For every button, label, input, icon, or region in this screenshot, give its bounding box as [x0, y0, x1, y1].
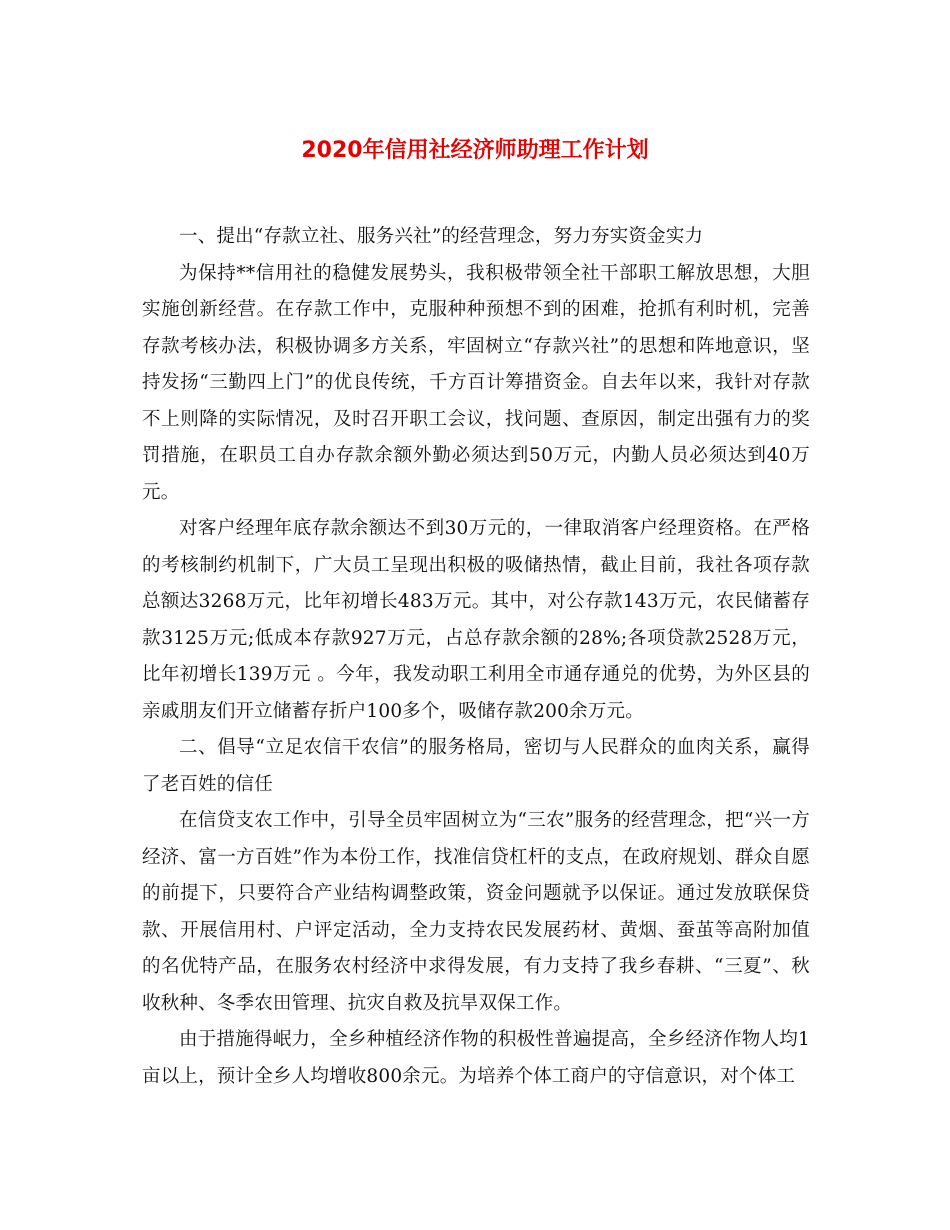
paragraph: 由于措施得岷力，全乡种植经济作物的积极性普遍提高，全乡经济作物人均1亩以上，预计全乡人均增收800余元。为培养个体工商户的守信意识，对个体工: [142, 1029, 810, 1087]
paragraph: 在信贷支农工作中，引导全员牢固树立为“三农”服务的经营理念，把“兴一方经济、富一方百姓”作为本份工作，找准信贷杠杆的支点，在政府规划、群众自愿的前提下，只要符合产业结构调整政策，资金问题就予以保证。通过发放联保贷款、开展信用村、户评定活动，全力支持农民发展药材、黄烟、蚕茧等高附加值的名优特产品，在服务农村经济中求得发展，有力支持了我乡春耕、“三夏”、秋收秋种、冬季农田管理、抗灾自救及抗旱双保工作。: [142, 810, 810, 1014]
section-heading-1: 一、提出“存款立社、服务兴社”的经营理念，努力夯实资金实力: [179, 226, 704, 247]
paragraph: 为保持**信用社的稳健发展势头，我积极带领全社干部职工解放思想，大胆实施创新经营。在存款工作中，克服种种预想不到的困难，抢抓有利时机，完善存款考核办法，积极协调多方关系，牢固树立“存款兴社”的思想和阵地意识，坚持发扬“三勤四上门”的优良传统，千方百计筹措资金。自去年以来，我针对存款不上则降的实际情况，及时召开职工会议，找问题、查原因，制定出强有力的奖罚措施，在职员工自办存款余额外勤必须达到50万元，内勤人员必须达到40万元。: [142, 262, 810, 503]
document-body: [142, 219, 810, 1095]
document-title: 2020年信用社经济师助理工作计划: [301, 138, 649, 163]
paragraph: 对客户经理年底存款余额达不到30万元的，一律取消客户经理资格。在严格的考核制约机制下，广大员工呈现出积极的吸储热情，截止目前，我社各项存款总额达3268万元，比年初增长483万元。其中，对公存款143万元，农民储蓄存款3125万元;低成本存款927万元，占总存款余额的28%;各项贷款2528万元，比年初增长139万元 。今年，我发动职工利用全市通存通兑的优势，为外区县的亲戚朋友们开立储蓄存折户100多个，吸储存款200余万元。: [142, 518, 810, 722]
section-heading-2: 二、倡导“立足农信干农信”的服务格局，密切与人民群众的血肉关系，赢得了老百姓的信任: [142, 737, 810, 795]
